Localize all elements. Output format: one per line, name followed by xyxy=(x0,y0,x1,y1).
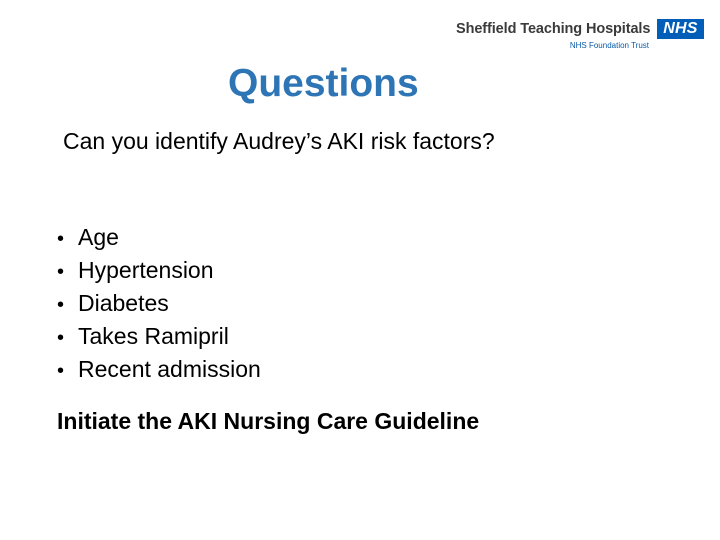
conclusion-text: Initiate the AKI Nursing Care Guideline xyxy=(57,408,480,434)
risk-factor-label: Hypertension xyxy=(78,257,214,283)
logo-organization-name: Sheffield Teaching Hospitals xyxy=(456,21,651,37)
bullet-icon: • xyxy=(57,360,65,382)
list-item xyxy=(57,255,261,288)
bullet-icon: • xyxy=(57,261,65,283)
question-text: Can you identify Audrey’s AKI risk factors? xyxy=(63,128,495,154)
list-item xyxy=(57,321,261,354)
nhs-trust-logo xyxy=(456,19,706,53)
list-item xyxy=(57,354,261,387)
risk-factor-label: Age xyxy=(78,224,119,250)
bullet-icon: • xyxy=(57,294,65,316)
logo-trust-name: NHS Foundation Trust xyxy=(569,41,649,50)
risk-factor-list xyxy=(57,222,261,387)
nhs-logo-icon: NHS xyxy=(657,19,704,39)
bullet-icon: • xyxy=(57,327,65,349)
risk-factor-label: Diabetes xyxy=(78,290,169,316)
bullet-icon: • xyxy=(57,228,65,250)
risk-factor-label: Takes Ramipril xyxy=(78,323,229,349)
list-item xyxy=(57,288,261,321)
risk-factor-label: Recent admission xyxy=(78,356,261,382)
slide-title: Questions xyxy=(228,62,419,105)
list-item xyxy=(57,222,261,255)
